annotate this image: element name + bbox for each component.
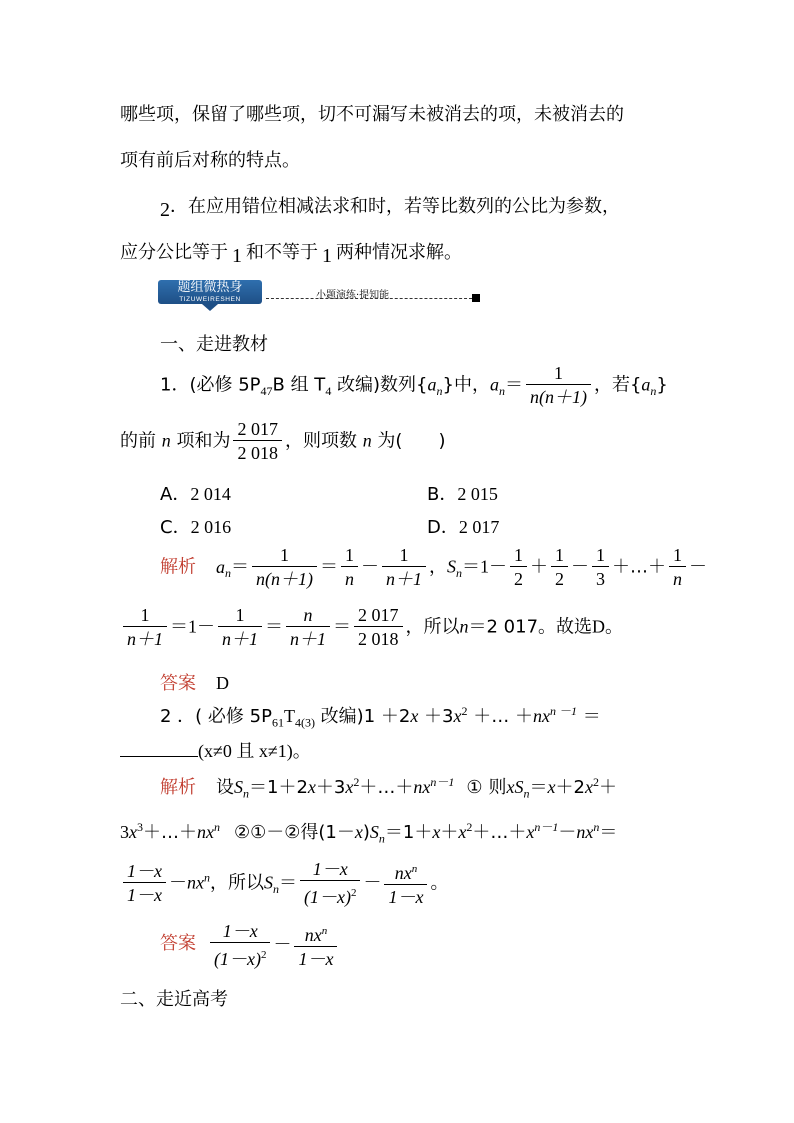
text: ，所以 [210, 872, 264, 894]
subscript: 61 [271, 715, 284, 730]
fraction [286, 604, 330, 651]
fraction [551, 544, 568, 591]
text: ②①－②得(1－ [234, 822, 355, 843]
text: 改编)数列{ [331, 374, 428, 396]
var-x: x [458, 822, 467, 842]
var-x: x [584, 777, 593, 797]
item-number: 2 [160, 199, 170, 221]
equals: ＝ [504, 374, 523, 396]
number-one: 1 [322, 245, 332, 267]
intro-paragraph-2-line-1 [160, 192, 620, 221]
solution-label: 解析 [160, 777, 196, 798]
fraction-numerator: 1 [123, 604, 167, 627]
option-label: B． [427, 484, 458, 505]
text: 则 [488, 777, 507, 798]
minus: － [689, 556, 707, 578]
var-n: n [362, 430, 372, 451]
answer-1 [160, 669, 229, 695]
denominator-text: (1－x) [214, 949, 261, 969]
answer-label: 答案 [160, 673, 196, 694]
fraction [592, 544, 609, 591]
solution-2-line-1: 解析 设$S_n=1+2x+3x^2+\dots+nx^{n-1}$ ① 则$xS_n=x+2x^2+$ [160, 775, 617, 801]
minus: － [197, 616, 215, 638]
minus: － [273, 934, 292, 956]
plus: ＋ [612, 556, 630, 578]
var-s: S [369, 822, 379, 842]
text: ) [362, 822, 370, 843]
minus: － [489, 556, 507, 578]
question-1-line-1: 1．(必修 $5P_{47}B$ 组 $T_4$ 改编)数列$\{a_n\}$中，$a_n=$ $\frac{1}{n(n+1)}$ ，若$\{a_n\}$ [160, 363, 668, 407]
fraction-denominator: n [673, 569, 682, 589]
superscript: 2 [353, 775, 360, 789]
solution-2-line-2: $3x^3+\dots+nx^n$ ②①－②得$(1-x)S_n=1+x+x^2+\dots+x^{n-1}-nx^n=$ [120, 820, 618, 846]
superscript: n－1 [430, 775, 455, 789]
fraction-numerator: 1 [551, 544, 568, 567]
intro-line-2: 项有前后对称的特点。 [120, 150, 300, 171]
fraction [382, 544, 426, 591]
var-nx: nx [187, 872, 204, 893]
fraction [384, 858, 427, 909]
text: ＋3 [418, 706, 454, 727]
minus: － [363, 872, 382, 894]
fraction-numerator: 1 [382, 544, 426, 567]
banner-caption: 小题演练·提知能 [316, 290, 390, 301]
fraction-numerator [294, 920, 337, 947]
banner-tag [158, 280, 262, 304]
text: 项和为 [170, 430, 231, 452]
superscript: n [214, 820, 220, 834]
var-s: S [264, 872, 273, 893]
number: 1 [188, 616, 197, 637]
fraction-numerator: 1 [341, 544, 358, 567]
var-n: n [459, 616, 469, 637]
var-x: x [129, 822, 137, 842]
fraction-denominator: n(n＋1) [256, 569, 313, 589]
text: ＝ [576, 706, 601, 727]
text: 的前 [120, 430, 162, 452]
text: ＋…＋ [359, 777, 414, 798]
option-d[interactable] [427, 513, 499, 539]
banner-pinyin: TIZUWEIRESHEN [179, 296, 241, 303]
denominator-text: (1－x) [304, 887, 351, 907]
text: ＋… ＋ [467, 706, 533, 727]
text: 应分公比等于 [120, 242, 228, 263]
fraction [252, 544, 317, 591]
fraction-numerator: 1－x [210, 920, 270, 943]
option-value: 2 016 [190, 517, 232, 537]
fraction-numerator: 2 017 [233, 418, 282, 441]
ellipsis: … [630, 556, 648, 578]
fraction-denominator: 2 018 [358, 629, 399, 649]
intro-paragraph-2-line-2 [120, 238, 462, 267]
fraction [218, 604, 262, 651]
text: (x≠0 且 x≠1)。 [198, 741, 311, 761]
equals: ＝ [333, 616, 351, 638]
number: 1 [480, 556, 489, 577]
superscript: n－1 [534, 820, 559, 834]
option-label: D． [427, 517, 459, 538]
minus: － [571, 556, 589, 578]
fraction-denominator: n＋1 [290, 629, 326, 649]
text: }中， [442, 374, 490, 396]
superscript: n [321, 925, 328, 937]
fraction [294, 920, 337, 971]
subscript-n: n [243, 786, 249, 801]
text: 两种情况求解。 [336, 242, 462, 263]
section-banner [158, 280, 488, 312]
superscript: 2 [350, 887, 357, 899]
superscript: n [411, 863, 418, 875]
equals: ＝ [265, 616, 283, 638]
fraction [123, 604, 167, 651]
fraction-numerator: 1 [526, 362, 591, 385]
superscript: 2 [461, 704, 468, 718]
answer-2 [160, 920, 340, 971]
option-value: 2 014 [190, 484, 231, 504]
superscript: 2 [466, 820, 473, 834]
comma: ， [429, 556, 447, 578]
fraction-numerator [384, 858, 427, 885]
superscript: n [593, 820, 600, 834]
question-1-line-2 [120, 418, 445, 465]
fraction [669, 544, 686, 591]
var-nx: nx [576, 822, 594, 842]
text: 1．(必修 5P [160, 374, 261, 396]
plus: ＋ [530, 556, 548, 578]
var-n: n [161, 430, 171, 451]
option-label: A． [160, 484, 191, 505]
fraction-denominator: 2 018 [237, 443, 278, 463]
text: ＝1＋2 [249, 777, 308, 798]
fraction-denominator: n＋1 [222, 629, 258, 649]
text: ，所以 [405, 616, 460, 638]
var-x: x [526, 822, 535, 842]
fraction [341, 544, 358, 591]
numerator-text: nx [394, 863, 412, 883]
solution-1-line-2 [120, 604, 623, 651]
fraction-numerator: 1－x [300, 858, 360, 881]
option-value: 2 015 [457, 484, 498, 504]
text: 为( ) [371, 430, 446, 452]
var-x: x [307, 777, 316, 797]
minus: － [558, 822, 577, 843]
numerator-text: nx [304, 925, 322, 945]
fraction [123, 860, 166, 907]
minus: － [169, 872, 187, 894]
fraction-denominator: n＋1 [386, 569, 422, 589]
intro-line-1: 哪些项，保留了哪些项，切不可漏写未被消去的项，未被消去的 [120, 104, 624, 125]
fraction-denominator: n [345, 569, 354, 589]
option-value: 2 017 [458, 517, 500, 537]
var-a: a [489, 374, 499, 395]
var-x: x [345, 777, 354, 797]
text: 设 [216, 777, 234, 798]
circle-1: ① [466, 777, 483, 798]
fraction [233, 418, 282, 465]
solution-label: 解析 [160, 556, 196, 578]
var-x: x [453, 706, 462, 726]
superscript: 2 [260, 949, 267, 961]
subscript: 4(3) [294, 715, 315, 730]
banner-end-square-icon [472, 294, 480, 302]
fraction-numerator: 1 [510, 544, 527, 567]
var-a: a [427, 374, 437, 395]
fraction [526, 362, 591, 409]
fraction [510, 544, 527, 591]
answer-value: D [216, 673, 229, 693]
var-a: a [216, 556, 225, 577]
var-x: x [432, 822, 441, 842]
text: ＋…＋ [472, 822, 527, 843]
subscript: 47 [260, 384, 273, 399]
text: 2 ．( 必修 5P [160, 706, 272, 727]
answer-label: 答案 [160, 932, 196, 954]
question-2-line-2 [120, 737, 311, 763]
equals: ＝ [320, 556, 338, 578]
fraction-denominator: 1－x [388, 887, 424, 907]
equals: ＝ [462, 556, 480, 578]
text: ，若{ [593, 374, 642, 396]
text: 改编)1 ＋2 [314, 706, 411, 727]
question-2-line-1 [160, 702, 601, 731]
text: ＋3 [315, 777, 346, 798]
minus: － [361, 556, 379, 578]
fraction-denominator: n＋1 [127, 629, 163, 649]
subscript-n: n [436, 384, 443, 399]
number-one: 1 [232, 245, 242, 267]
superscript: 3 [137, 820, 143, 834]
fraction [300, 858, 360, 909]
text: ，则项数 [284, 430, 363, 452]
subscript-n: n [498, 384, 505, 399]
var-s: S [514, 777, 524, 797]
option-c[interactable] [160, 513, 231, 539]
banner-dashed-line [266, 298, 472, 299]
text: ．在应用错位相减法求和时，若等比数列的公比为参数， [170, 196, 620, 217]
fraction-numerator: 1－x [123, 860, 166, 883]
fraction [210, 920, 270, 971]
var-nx: nx [413, 777, 431, 797]
fraction-denominator: 1－x [298, 949, 334, 969]
equals: ＝ [231, 556, 249, 578]
var-x: x [410, 706, 419, 726]
var-s: S [234, 777, 243, 797]
section-heading-1: 一、走进教材 [160, 334, 268, 355]
option-label: C． [160, 517, 191, 538]
fraction-numerator: 1 [252, 544, 317, 567]
var-a: a [641, 374, 651, 395]
text: ＝1＋ [384, 822, 433, 843]
fraction-numerator: 1 [218, 604, 262, 627]
fraction-numerator: 1 [592, 544, 609, 567]
text: T [283, 706, 295, 726]
superscript: 2 [592, 775, 599, 789]
text: B 组 T [272, 374, 326, 396]
var-x: x [547, 777, 556, 797]
text: 和不等于 [246, 242, 318, 263]
banner-title: 题组微热身 [177, 280, 243, 295]
fraction-numerator: 1 [669, 544, 686, 567]
subscript-n: n [378, 831, 385, 846]
var-x: x [354, 822, 363, 842]
subscript-n: n [456, 566, 462, 581]
superscript: n －1 [549, 704, 577, 718]
fraction-numerator: 2 017 [354, 604, 403, 627]
subscript: 4 [325, 384, 332, 399]
var-x: x [506, 777, 515, 797]
var-s: S [447, 556, 456, 577]
option-a[interactable] [160, 480, 231, 506]
text: 。 [430, 872, 449, 894]
solution-1-line-1 [160, 544, 707, 591]
superscript: n [204, 870, 210, 885]
solution-2-line-3: $\frac{1-x}{1-x}$ $-nx^n$，所以$S_n=$ $\frac{1-x}{(1-x)^2}$ － $\frac{nx^n}{1-x}$ 。 [120, 858, 448, 909]
section-heading-2: 二、走近高考 [120, 989, 228, 1010]
answer-blank[interactable] [120, 738, 198, 757]
text: ＝2 017。故选 [468, 616, 593, 638]
fraction-denominator: n(n＋1) [529, 387, 587, 407]
fraction-numerator: n [286, 604, 330, 627]
subscript-n: n [650, 384, 657, 399]
equals: ＝ [170, 616, 188, 638]
option-b[interactable] [427, 480, 498, 506]
plus: ＋ [648, 556, 666, 578]
fraction-denominator: 2 [514, 569, 523, 589]
fraction-denominator [210, 943, 270, 971]
fraction-denominator [300, 881, 360, 909]
var-nx: nx [197, 822, 214, 842]
fraction-denominator: 1－x [127, 885, 162, 905]
fraction-denominator: 3 [596, 569, 605, 589]
subscript-n: n [225, 566, 231, 581]
var-nx: nx [532, 706, 550, 726]
fraction [354, 604, 403, 651]
subscript-n: n [273, 882, 279, 897]
subscript-n: n [523, 786, 530, 801]
fraction-denominator: 2 [555, 569, 564, 589]
text: D。 [592, 616, 624, 637]
text: ＋…＋ [143, 822, 197, 843]
